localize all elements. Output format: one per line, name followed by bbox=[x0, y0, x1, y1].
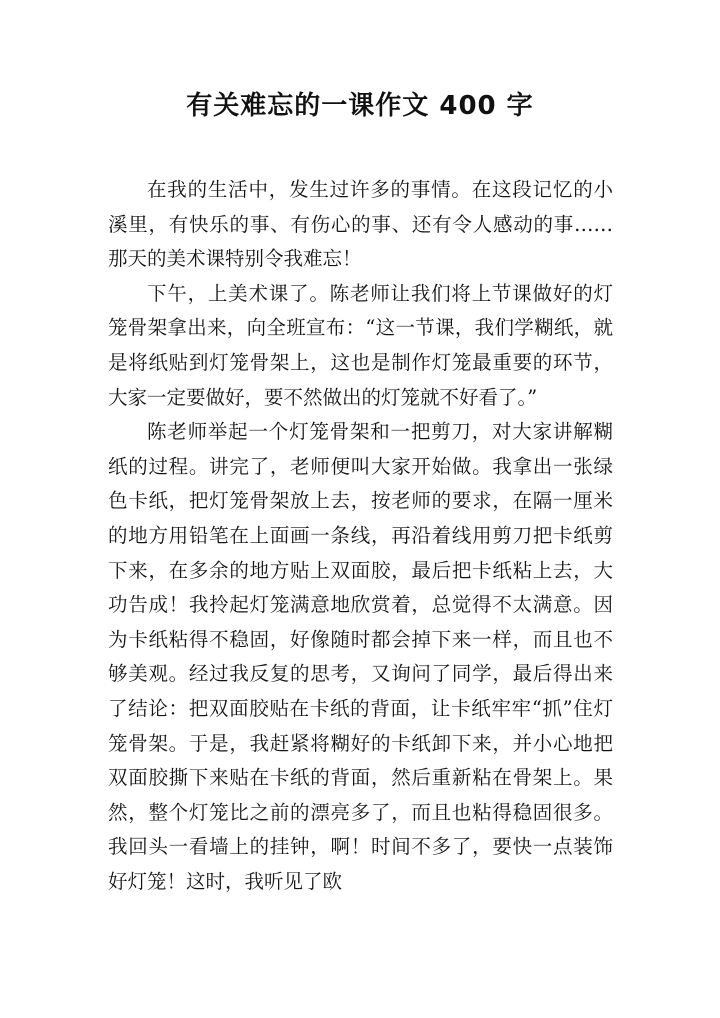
document-body bbox=[108, 173, 613, 899]
paragraph-3: 陈老师举起一个灯笼骨架和一把剪刀，对大家讲解糊纸的过程。讲完了，老师便叫大家开始做。我拿出一张绿色卡纸，把灯笼骨架放上去，按老师的要求，在隔一厘米的地方用铅笔在上面画一条线，再沿着线用剪刀把卡纸剪下来，在多余的地方贴上双面胶，最后把卡纸粘上去，大功告成！我拎起灯笼满意地欣赏着，总觉得不太满意。因为卡纸粘得不稳固，好像随时都会掉下来一样，而且也不够美观。经过我反复的思考，又询问了同学，最后得出来了结论：把双面胶贴在卡纸的背面，让卡纸牢牢“抓”住灯笼骨架。于是，我赶紧将糊好的卡纸卸下来，并小心地把双面胶撕下来贴在卡纸的背面，然后重新粘在骨架上。果然，整个灯笼比之前的漂亮多了，而且也粘得稳固很多。我回头一看墙上的挂钟，啊！时间不多了，要快一点装饰好灯笼！这时，我听见了欧 bbox=[108, 420, 613, 893]
paragraph-1: 在我的生活中，发生过许多的事情。在这段记忆的小溪里，有快乐的事、有伤心的事、还有令人感动的事……那天的美术课特别令我难忘！ bbox=[108, 178, 613, 271]
paragraph-2: 下午，上美术课了。陈老师让我们将上节课做好的灯笼骨架拿出来，向全班宣布：“这一节课，我们学糊纸，就是将纸贴到灯笼骨架上，这也是制作灯笼最重要的环节，大家一定要做好，要不然做出的灯笼就不好看了。” bbox=[108, 281, 613, 409]
document-title: 有关难忘的一课作文 400 字 bbox=[186, 91, 534, 121]
